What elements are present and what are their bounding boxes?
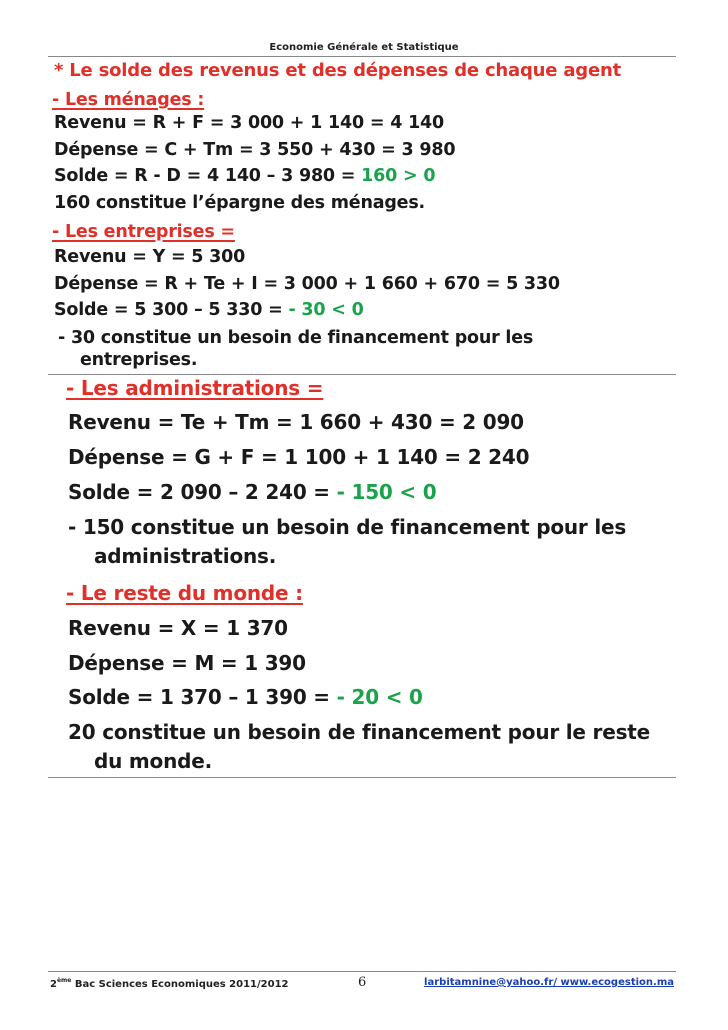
menages-solde-formula: Solde = R - D = 4 140 – 3 980 =: [54, 166, 362, 186]
menages-note: 160 constitue l’épargne des ménages.: [54, 193, 426, 213]
footer-level: [50, 977, 289, 990]
reste-monde-note-line2: du monde.: [94, 749, 213, 773]
entreprises-note-line2: entreprises.: [80, 350, 198, 370]
page-header: Economie Générale et Statistique: [269, 42, 459, 53]
footer-level-rest: Bac Sciences Economiques 2011/2012: [71, 979, 289, 990]
menages-depense: Dépense = C + Tm = 3 550 + 430 = 3 980: [54, 140, 456, 160]
reste-monde-solde-formula: Solde = 1 370 – 1 390 =: [68, 685, 337, 709]
section-entreprises: - Les entreprises =: [52, 222, 235, 242]
entreprises-note-line1: - 30 constitue un besoin de financement pour les: [58, 328, 534, 348]
section-menages: - Les ménages :: [52, 90, 205, 110]
administrations-solde: [68, 480, 436, 504]
reste-monde-note-line1: 20 constitue un besoin de financement pour le reste: [68, 720, 651, 744]
administrations-note-line2: administrations.: [94, 544, 277, 568]
content-image-upper: [50, 60, 674, 374]
entreprises-solde: [54, 300, 364, 320]
reste-monde-solde: [68, 685, 423, 709]
footer-contact-link[interactable]: larbitamnine@yahoo.fr/ www.ecogestion.ma: [424, 977, 674, 988]
section-reste-monde: - Le reste du monde :: [66, 581, 303, 605]
administrations-solde-result: - 150 < 0: [336, 480, 437, 504]
entreprises-revenu: Revenu = Y = 5 300: [54, 247, 246, 267]
content-image-lower: [50, 376, 674, 776]
menages-solde-result: 160 > 0: [361, 166, 436, 186]
block-bottom-divider: [48, 777, 676, 778]
reste-monde-revenu: Revenu = X = 1 370: [68, 616, 288, 640]
footer-divider: [48, 971, 676, 972]
page-number: 6: [358, 975, 367, 990]
footer-level-sup: ème: [56, 977, 72, 984]
entreprises-depense: Dépense = R + Te + I = 3 000 + 1 660 + 670 = 5 330: [54, 274, 560, 294]
entreprises-solde-formula: Solde = 5 300 – 5 330 =: [54, 300, 289, 320]
administrations-solde-formula: Solde = 2 090 – 2 240 =: [68, 480, 337, 504]
menages-revenu: Revenu = R + F = 3 000 + 1 140 = 4 140: [54, 113, 445, 133]
header-divider: [48, 56, 676, 57]
administrations-note-line1: - 150 constitue un besoin de financement pour les: [68, 515, 627, 539]
page-footer: [48, 975, 676, 993]
reste-monde-depense: Dépense = M = 1 390: [68, 651, 306, 675]
section-administrations: - Les administrations =: [66, 376, 324, 400]
administrations-depense: Dépense = G + F = 1 100 + 1 140 = 2 240: [68, 445, 530, 469]
administrations-revenu: Revenu = Te + Tm = 1 660 + 430 = 2 090: [68, 410, 524, 434]
main-heading: * Le solde des revenus et des dépenses de chaque agent: [54, 60, 622, 81]
reste-monde-solde-result: - 20 < 0: [336, 685, 423, 709]
block-divider: [48, 374, 676, 375]
entreprises-solde-result: - 30 < 0: [288, 300, 364, 320]
menages-solde: [54, 166, 435, 186]
footer-level-number: 2: [50, 979, 57, 990]
